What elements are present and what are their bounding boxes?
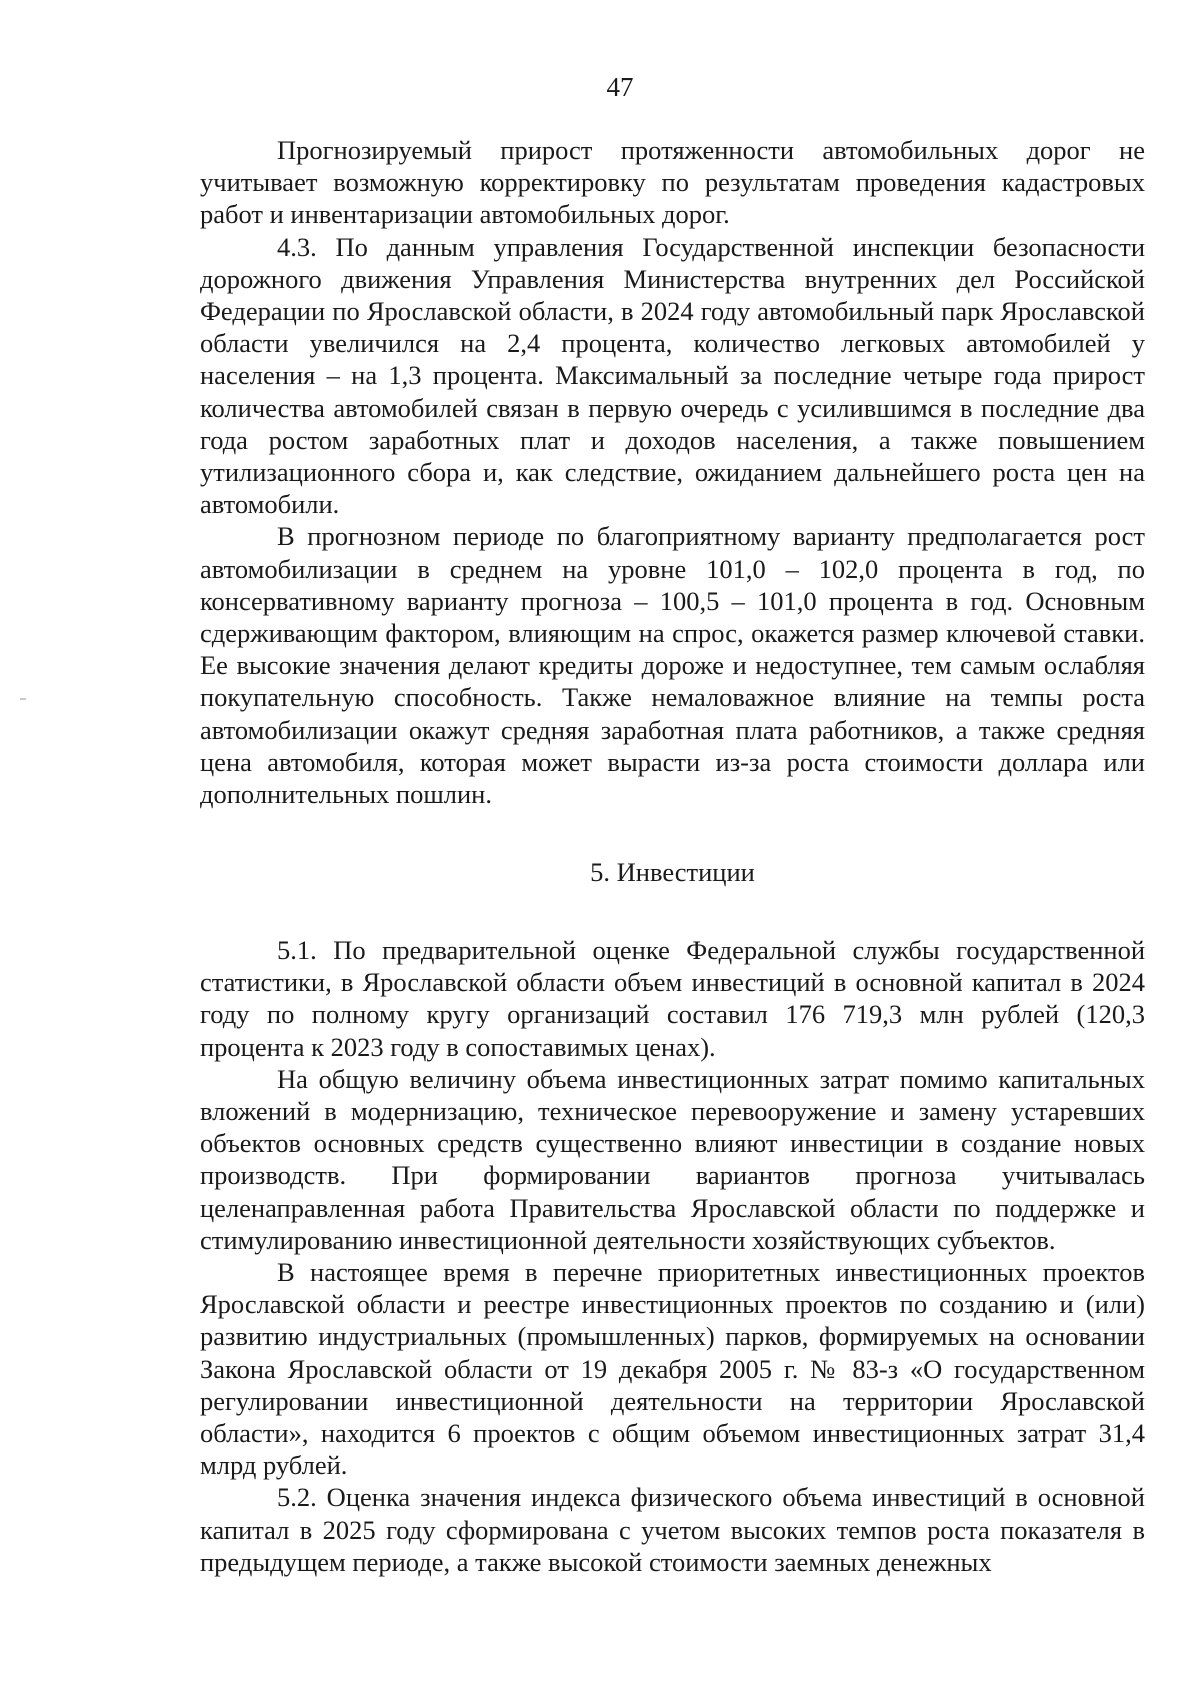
paragraph-4-3-vehicle-fleet: 4.3. По данным управления Государственной инспекции безопасности дорожного движения Управления Министерства внутренних дел Российской Федерации по Ярославской области, в 2024 году автомобильный парк Ярославской области увеличился на 2,4 процента, количество легковых автомобилей у населения – на 1,3 процента. Максимальный за последние четыре года прирост количества автомобилей связан в первую очередь с усилившимся в последние два года ростом заработных плат и доходов населения, а также повышением утилизационного сбора и, как следствие, ожиданием дальнейшего роста цен на автомобили.: [200, 231, 1145, 520]
paragraph-road-growth-note: Прогнозируемый прирост протяженности автомобильных дорог не учитывает возможную корректировку по результатам проведения кадастровых работ и инвентаризации автомобильных дорог.: [200, 135, 1145, 230]
section-heading-investments: 5. Инвестиции: [590, 857, 755, 887]
section-5-text: [200, 934, 1145, 1578]
page-number: 47: [606, 72, 634, 102]
paragraph-5-2-investment-index: 5.2. Оценка значения индекса физического объема инвестиций в основной капитал в 2025 году сформирована с учетом высоких темпов роста показателя в предыдущем периоде, а также высокой стоимости заемных денежных: [200, 1482, 1145, 1577]
section-4-text: [200, 134, 1145, 810]
paragraph-investment-factors: На общую величину объема инвестиционных затрат помимо капитальных вложений в модернизацию, техническое перевооружение и замену устаревших объектов основных средств существенно влияют инвестиции в создание новых производств. При формировании вариантов прогноза учитывалась целенаправленная работа Правительства Ярославской области по поддержке и стимулированию инвестиционной деятельности хозяйствующих субъектов.: [200, 1063, 1145, 1255]
paragraph-5-1-investment-volume: 5.1. По предварительной оценке Федеральной службы государственной статистики, в Ярославской области объем инвестиций в основной капитал в 2024 году по полному кругу организаций составил 176 719,3 млн рублей (120,3 процента к 2023 году в сопоставимых ценах).: [200, 935, 1145, 1062]
paragraph-motorization-forecast: В прогнозном периоде по благоприятному варианту предполагается рост автомобилизации в среднем на уровне 101,0 – 102,0 процента в год, по консервативному варианту прогноза – 100,5 – 101,0 процента в год. Основным сдерживающим фактором, влияющим на спрос, окажется размер ключевой ставки. Ее высокие значения делают кредиты дороже и недоступнее, тем самым ослабляя покупательную способность. Также немаловажное влияние на темпы роста автомобилизации окажут средняя заработная плата работников, а также средняя цена автомобиля, которая может вырасти из-за роста стоимости доллара или дополнительных пошлин.: [200, 521, 1145, 810]
paragraph-priority-projects: В настоящее время в перечне приоритетных инвестиционных проектов Ярославской области и реестре инвестиционных проектов по созданию и (или) развитию индустриальных (промышленных) парков, формируемых на основании Закона Ярославской области от 19 декабря 2005 г. № 83-з «О государственном регулировании инвестиционной деятельности на территории Ярославской области», находится 6 проектов с общим объемом инвестиционных затрат 31,4 млрд рублей.: [200, 1257, 1145, 1481]
scan-margin-mark: [20, 698, 26, 700]
